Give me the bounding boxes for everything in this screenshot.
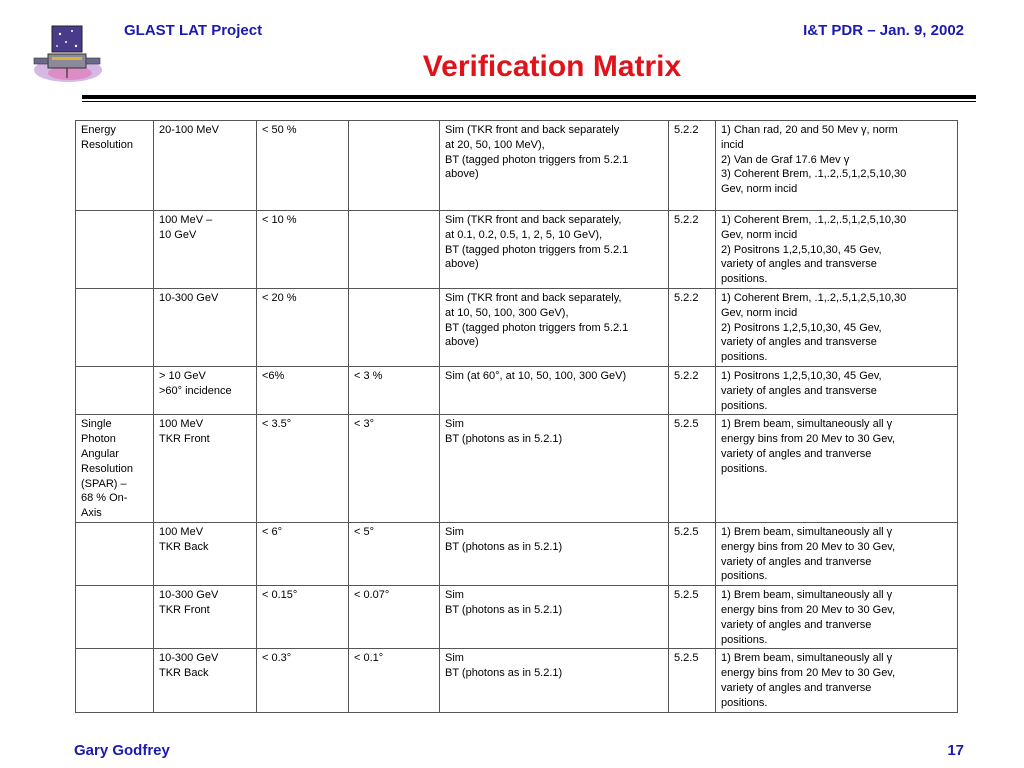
cell-line: variety of angles and transverse xyxy=(721,336,877,349)
cell-line: BT (tagged photon triggers from 5.2.1 xyxy=(445,321,629,334)
footer-author: Gary Godfrey xyxy=(74,742,170,759)
cell-line: <6% xyxy=(262,369,285,382)
header-divider-thin xyxy=(82,101,976,102)
cell-line: Sim xyxy=(445,418,464,431)
cell-line: 1) Positrons 1,2,5,10,30, 45 Gev, xyxy=(721,369,882,382)
header-divider-thick xyxy=(82,95,976,99)
cell-line: above) xyxy=(445,336,479,349)
cell-line: 20-100 MeV xyxy=(159,124,219,136)
verification-method-cell xyxy=(440,211,669,289)
cell-line: 2) Van de Graf 17.6 Mev γ xyxy=(721,153,850,166)
test-plan-cell xyxy=(716,366,958,414)
verification-method-cell xyxy=(440,366,669,414)
cell-line: Sim xyxy=(445,589,464,602)
cell-line: energy bins from 20 Mev to 30 Gev, xyxy=(721,433,896,446)
page-number: 17 xyxy=(947,742,964,759)
requirement-cell xyxy=(257,415,349,523)
cell-line: > 10 GeV xyxy=(159,369,206,382)
cell-line: TKR Back xyxy=(159,540,209,553)
cell-line: 10-300 GeV xyxy=(159,589,219,602)
verification-method-cell xyxy=(440,522,669,585)
section-number-cell xyxy=(669,121,716,211)
cell-line: < 0.07° xyxy=(354,589,390,602)
requirement-cell xyxy=(257,288,349,366)
cell-line: < 3° xyxy=(354,418,374,431)
test-plan-cell xyxy=(716,586,958,649)
section-number-cell xyxy=(669,366,716,414)
test-plan-cell xyxy=(716,415,958,523)
cell-line: variety of angles and tranverse xyxy=(721,555,872,568)
test-plan-cell xyxy=(716,211,958,289)
cell-line: 5.2.2 xyxy=(674,214,699,226)
section-number-cell xyxy=(669,649,716,712)
cell-line: Axis xyxy=(81,507,102,520)
energy-range-cell xyxy=(154,366,257,414)
cell-line: Sim xyxy=(445,525,464,538)
cell-line: 68 % On- xyxy=(81,492,128,505)
cell-line: Sim (TKR front and back separately xyxy=(445,124,620,136)
cell-line: 100 MeV xyxy=(159,418,204,431)
cell-line: Sim (TKR front and back separately, xyxy=(445,214,622,226)
cell-line: at 20, 50, 100 MeV), xyxy=(445,138,545,151)
cell-line: positions. xyxy=(721,399,768,412)
cell-line: above) xyxy=(445,168,479,181)
cell-line: Sim xyxy=(445,652,464,665)
cell-line: < 0.1° xyxy=(354,652,384,665)
table-row xyxy=(76,121,958,211)
cell-line: Gev, norm incid xyxy=(721,228,798,241)
cell-line: BT (tagged photon triggers from 5.2.1 xyxy=(445,243,629,256)
energy-range-cell xyxy=(154,415,257,523)
energy-range-cell xyxy=(154,121,257,211)
cell-line: variety of angles and transverse xyxy=(721,384,877,397)
section-number-cell xyxy=(669,522,716,585)
cell-line: 1) Brem beam, simultaneously all γ xyxy=(721,652,893,665)
verification-method-cell xyxy=(440,649,669,712)
table-row xyxy=(76,586,958,649)
cell-line: 1) Brem beam, simultaneously all γ xyxy=(721,525,893,538)
goal-cell xyxy=(349,288,440,366)
cell-line: Gev, norm incid xyxy=(721,183,798,196)
goal-cell xyxy=(349,415,440,523)
cell-line: Energy xyxy=(81,124,116,136)
cell-line: positions. xyxy=(721,696,768,709)
cell-line: variety of angles and tranverse xyxy=(721,447,872,460)
cell-line: 5.2.5 xyxy=(674,418,699,431)
meeting-date: I&T PDR – Jan. 9, 2002 xyxy=(803,22,964,39)
cell-line: positions. xyxy=(721,351,768,364)
cell-line: < 5° xyxy=(354,525,374,538)
cell-line: Sim (at 60°, at 10, 50, 100, 300 GeV) xyxy=(445,369,627,382)
cell-line: 2) Positrons 1,2,5,10,30, 45 Gev, xyxy=(721,243,882,256)
cell-line: 10-300 GeV xyxy=(159,652,219,665)
goal-cell xyxy=(349,366,440,414)
cell-line: energy bins from 20 Mev to 30 Gev, xyxy=(721,540,896,553)
cell-line: Photon xyxy=(81,433,116,446)
cell-line: 5.2.5 xyxy=(674,589,699,602)
cell-line: BT (photons as in 5.2.1) xyxy=(445,433,563,446)
energy-range-cell xyxy=(154,522,257,585)
project-name: GLAST LAT Project xyxy=(124,22,263,39)
cell-line: Angular xyxy=(81,447,119,460)
cell-line: 5.2.2 xyxy=(674,369,699,382)
requirement-cell xyxy=(257,649,349,712)
cell-line: energy bins from 20 Mev to 30 Gev, xyxy=(721,603,896,616)
test-plan-cell xyxy=(716,121,958,211)
verification-method-cell xyxy=(440,586,669,649)
energy-range-cell xyxy=(154,288,257,366)
cell-line: < 0.15° xyxy=(262,589,298,602)
cell-line: at 0.1, 0.2, 0.5, 1, 2, 5, 10 GeV), xyxy=(445,228,603,241)
cell-line: Single xyxy=(81,418,112,431)
goal-cell xyxy=(349,649,440,712)
cell-line: 100 MeV xyxy=(159,525,204,538)
cell-line: 1) Coherent Brem, .1,.2,.5,1,2,5,10,30 xyxy=(721,214,907,226)
cell-line: incid xyxy=(721,138,744,151)
requirement-cell xyxy=(257,366,349,414)
section-number-cell xyxy=(669,586,716,649)
table-row xyxy=(76,288,958,366)
verification-method-cell xyxy=(440,415,669,523)
cell-line: variety of angles and transverse xyxy=(721,258,877,271)
cell-line: BT (photons as in 5.2.1) xyxy=(445,540,563,553)
verification-matrix-table xyxy=(75,120,958,713)
cell-line: < 3.5° xyxy=(262,418,292,431)
test-plan-cell xyxy=(716,649,958,712)
cell-line: Sim (TKR front and back separately, xyxy=(445,291,622,304)
requirement-cell xyxy=(257,211,349,289)
cell-line: (SPAR) – xyxy=(81,477,127,490)
parameter-cell xyxy=(76,415,154,523)
page-title: Verification Matrix xyxy=(422,50,682,83)
parameter-cell xyxy=(76,288,154,366)
verification-method-cell xyxy=(440,288,669,366)
cell-line: < 50 % xyxy=(262,124,297,136)
requirement-cell xyxy=(257,586,349,649)
cell-line: < 20 % xyxy=(262,291,297,304)
cell-line: positions. xyxy=(721,633,768,646)
parameter-cell xyxy=(76,366,154,414)
goal-cell xyxy=(349,121,440,211)
energy-range-cell xyxy=(154,649,257,712)
cell-line: TKR Back xyxy=(159,667,209,680)
table-row xyxy=(76,415,958,523)
cell-line: BT (photons as in 5.2.1) xyxy=(445,667,563,680)
cell-line: 5.2.5 xyxy=(674,652,699,665)
cell-line: 1) Coherent Brem, .1,.2,.5,1,2,5,10,30 xyxy=(721,291,907,304)
table-row xyxy=(76,211,958,289)
energy-range-cell xyxy=(154,211,257,289)
cell-line: 2) Positrons 1,2,5,10,30, 45 Gev, xyxy=(721,321,882,334)
section-number-cell xyxy=(669,415,716,523)
cell-line: BT (photons as in 5.2.1) xyxy=(445,603,563,616)
energy-range-cell xyxy=(154,586,257,649)
requirement-cell xyxy=(257,121,349,211)
cell-line: < 3 % xyxy=(354,369,383,382)
cell-line: 10-300 GeV xyxy=(159,291,219,304)
cell-line: Resolution xyxy=(81,462,133,475)
test-plan-cell xyxy=(716,522,958,585)
cell-line: TKR Front xyxy=(159,603,210,616)
table-row xyxy=(76,649,958,712)
section-number-cell xyxy=(669,288,716,366)
cell-line: 100 MeV – xyxy=(159,214,213,226)
goal-cell xyxy=(349,211,440,289)
table-row xyxy=(76,366,958,414)
cell-line: 5.2.5 xyxy=(674,525,699,538)
requirement-cell xyxy=(257,522,349,585)
cell-line: TKR Front xyxy=(159,433,210,446)
parameter-cell xyxy=(76,649,154,712)
cell-line: energy bins from 20 Mev to 30 Gev, xyxy=(721,667,896,680)
parameter-cell xyxy=(76,586,154,649)
cell-line: 5.2.2 xyxy=(674,124,699,136)
cell-line: positions. xyxy=(721,462,768,475)
cell-line: above) xyxy=(445,258,479,271)
cell-line: 10 GeV xyxy=(159,228,197,241)
cell-line: 1) Brem beam, simultaneously all γ xyxy=(721,418,893,431)
cell-line: positions. xyxy=(721,273,768,286)
cell-line: 1) Chan rad, 20 and 50 Mev γ, norm xyxy=(721,124,898,136)
parameter-cell xyxy=(76,522,154,585)
cell-line: >60° incidence xyxy=(159,384,232,397)
cell-line: < 0.3° xyxy=(262,652,292,665)
goal-cell xyxy=(349,586,440,649)
cell-line: at 10, 50, 100, 300 GeV), xyxy=(445,306,569,319)
parameter-cell xyxy=(76,121,154,211)
goal-cell xyxy=(349,522,440,585)
cell-line: 3) Coherent Brem, .1,.2,.5,1,2,5,10,30 xyxy=(721,168,907,181)
cell-line: 5.2.2 xyxy=(674,291,699,304)
parameter-cell xyxy=(76,211,154,289)
cell-line: Gev, norm incid xyxy=(721,306,798,319)
cell-line: < 6° xyxy=(262,525,282,538)
section-number-cell xyxy=(669,211,716,289)
cell-line: Resolution xyxy=(81,138,133,151)
verification-method-cell xyxy=(440,121,669,211)
test-plan-cell xyxy=(716,288,958,366)
table-row xyxy=(76,522,958,585)
cell-line: variety of angles and tranverse xyxy=(721,618,872,631)
cell-line: positions. xyxy=(721,570,768,583)
cell-line: variety of angles and tranverse xyxy=(721,681,872,694)
cell-line: < 10 % xyxy=(262,214,297,226)
cell-line: 1) Brem beam, simultaneously all γ xyxy=(721,589,893,602)
cell-line: BT (tagged photon triggers from 5.2.1 xyxy=(445,153,629,166)
